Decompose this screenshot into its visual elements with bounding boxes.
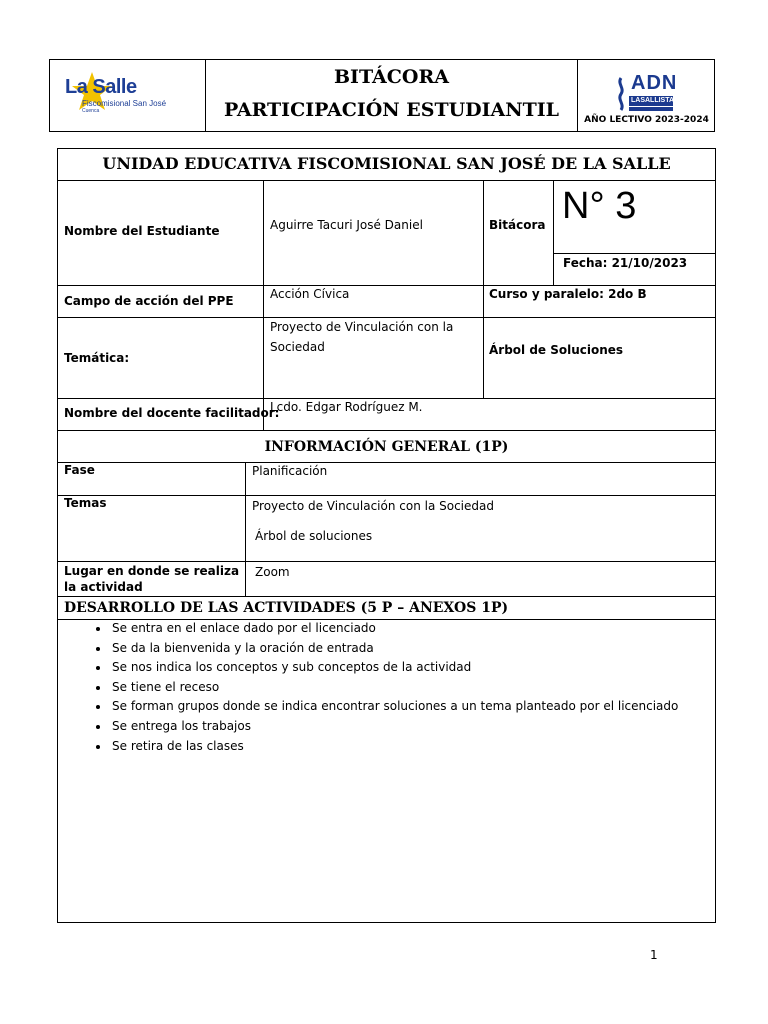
topic-value: Proyecto de Vinculación con la Sociedad bbox=[270, 320, 454, 354]
lasalle-logo bbox=[60, 66, 200, 124]
col-line bbox=[245, 462, 246, 596]
col-line bbox=[483, 180, 484, 398]
topic-right: Árbol de Soluciones bbox=[489, 343, 624, 357]
lasalle-subtitle: Fiscomisional San José bbox=[82, 99, 167, 108]
list-item: • Se da la bienvenida y la oración de entrada bbox=[110, 639, 678, 659]
teacher-value: Lcdo. Edgar Rodríguez M. bbox=[270, 400, 423, 414]
row-line bbox=[57, 462, 716, 463]
row-line bbox=[57, 180, 716, 181]
phase-label: Fase bbox=[64, 463, 95, 477]
lasalle-city: Cuenca bbox=[82, 108, 100, 114]
list-item: • Se forman grupos donde se indica encontrar soluciones a un tema planteado por el licenciado bbox=[110, 697, 678, 717]
themes-value-2: Árbol de soluciones bbox=[255, 529, 373, 543]
page-number: 1 bbox=[650, 948, 658, 962]
list-item: • Se retira de las clases bbox=[110, 737, 678, 757]
row-line bbox=[57, 495, 716, 496]
list-item: • Se entrega los trabajos bbox=[110, 717, 678, 737]
general-heading: INFORMACIÓN GENERAL (1P) bbox=[264, 439, 509, 455]
field-value: Acción Cívica bbox=[270, 287, 350, 301]
activities-list bbox=[88, 619, 678, 756]
row-line bbox=[57, 596, 716, 597]
log-number: N° 3 bbox=[562, 185, 637, 227]
place-label: Lugar en donde se realiza la actividad bbox=[64, 564, 240, 594]
adn-subtitle: LASALLISTA bbox=[631, 97, 675, 104]
place-value: Zoom bbox=[255, 565, 290, 579]
list-item: • Se nos indica los conceptos y sub conceptos de la actividad bbox=[110, 658, 678, 678]
col-line bbox=[553, 180, 554, 285]
col-line bbox=[263, 180, 264, 430]
topic-label: Temática: bbox=[64, 351, 130, 365]
themes-value-1: Proyecto de Vinculación con la Sociedad bbox=[252, 499, 494, 513]
list-item: • Se tiene el receso bbox=[110, 678, 678, 698]
school-year: AÑO LECTIVO 2023-2024 bbox=[584, 115, 709, 125]
institution-heading: UNIDAD EDUCATIVA FISCOMISIONAL SAN JOSÉ DE LA SALLE bbox=[102, 154, 671, 173]
lasalle-brand: La Salle bbox=[65, 76, 137, 98]
row-line bbox=[553, 253, 716, 254]
page-title-line2: PARTICIPACIÓN ESTUDIANTIL bbox=[223, 99, 560, 121]
teacher-label: Nombre del docente facilitador: bbox=[64, 406, 280, 420]
field-label: Campo de acción del PPE bbox=[64, 294, 234, 308]
date-label: Fecha: 21/10/2023 bbox=[563, 256, 688, 270]
adn-text: ADN bbox=[631, 72, 678, 94]
list-item: • Se entra en el enlace dado por el licenciado bbox=[110, 619, 678, 639]
adn-logo bbox=[615, 72, 678, 114]
phase-value: Planificación bbox=[252, 464, 328, 478]
page-title-line1: BITÁCORA bbox=[334, 66, 449, 88]
activities-heading: DESARROLLO DE LAS ACTIVIDADES (5 P – ANEXOS 1P) bbox=[64, 600, 509, 616]
student-label: Nombre del Estudiante bbox=[64, 224, 220, 238]
row-line bbox=[57, 430, 716, 431]
themes-label: Temas bbox=[64, 496, 107, 510]
log-label: Bitácora bbox=[489, 218, 546, 232]
course-label: Curso y paralelo: 2do B bbox=[489, 287, 647, 301]
student-value: Aguirre Tacuri José Daniel bbox=[270, 218, 423, 232]
row-line bbox=[57, 561, 716, 562]
